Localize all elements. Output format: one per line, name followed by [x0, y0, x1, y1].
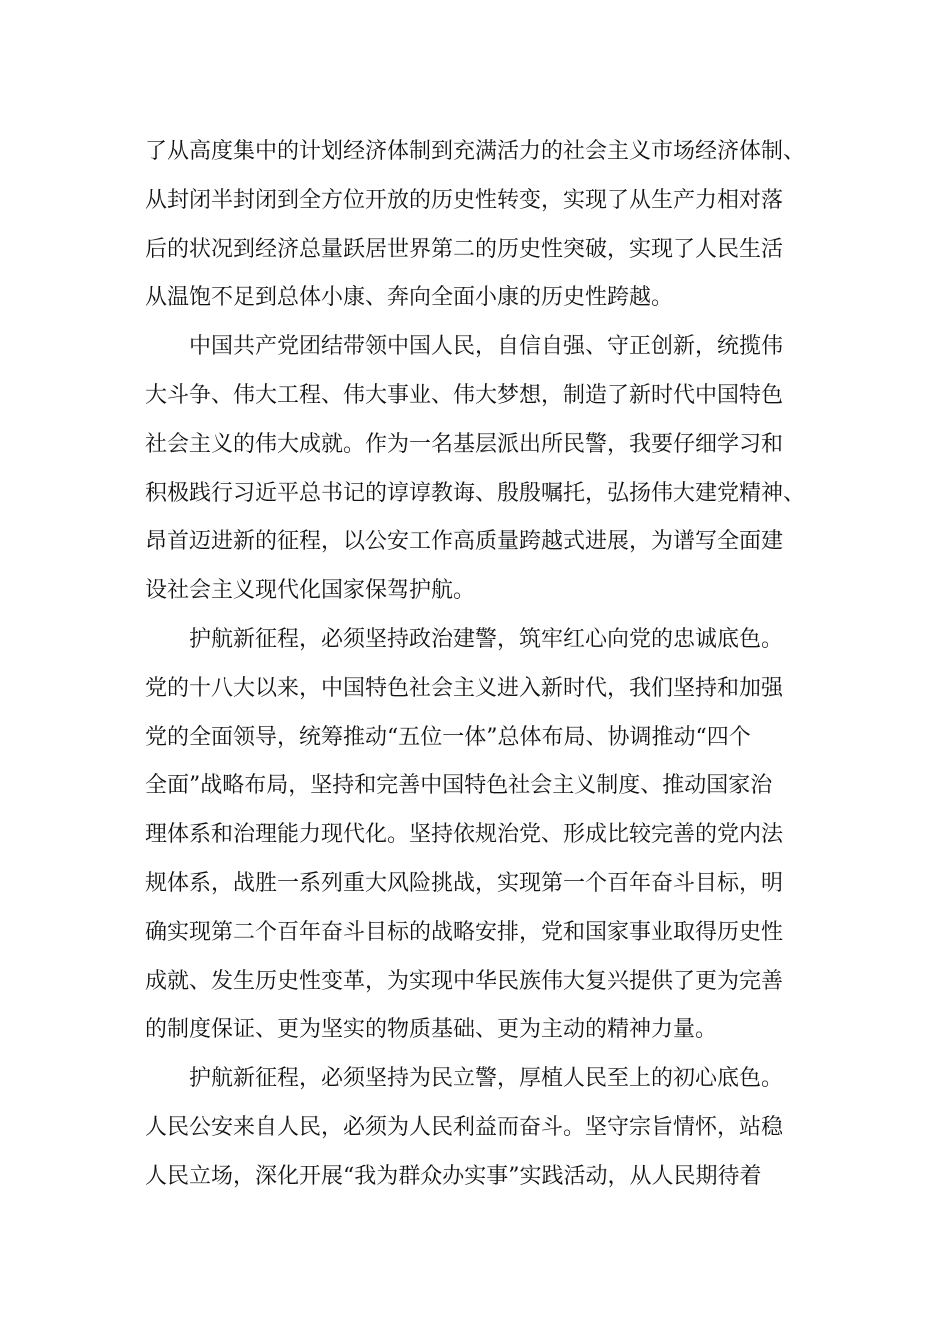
paragraph-4 [145, 1055, 825, 1201]
text-line: 了从高度集中的计划经济体制到充满活力的社会主义市场经济体制、 [145, 139, 806, 164]
text-line: 的制度保证、更为坚实的物质基础、更为主动的精神力量。 [145, 1017, 718, 1043]
text-line: 护航新征程，必须坚持为民立警，厚植人民至上的初心底色。 [189, 1066, 784, 1092]
text-line: 积极践行习近平总书记的谆谆教诲、殷殷嘱托，弘扬伟大建党精神、 [145, 480, 806, 506]
text-line: 成就、发生历史性变革，为实现中华民族伟大复兴提供了更为完善 [145, 968, 784, 994]
text-line: 党的十八大以来，中国特色社会主义进入新时代，我们坚持和加强 [145, 675, 784, 701]
text-line: 理体系和治理能力现代化。坚持依规治党、形成比较完善的党内法 [145, 822, 784, 848]
text-line: 大斗争、伟大工程、伟大事业、伟大梦想，制造了新时代中国特色 [145, 382, 784, 408]
document-body [145, 128, 825, 1202]
paragraph-1 [145, 128, 825, 323]
text-line: 从温饱不足到总体小康、奔向全面小康的历史性跨越。 [145, 285, 674, 311]
text-line: 中国共产党团结带领中国人民，自信自强、守正创新，统揽伟 [189, 334, 784, 360]
text-line: 人民公安来自人民，必须为人民利益而奋斗。坚守宗旨情怀，站稳 [145, 1114, 784, 1140]
text-line: 规体系，战胜一系列重大风险挑战，实现第一个百年奋斗目标，明 [145, 870, 784, 896]
text-line: 全面”战略布局，坚持和完善中国特色社会主义制度、推动国家治 [145, 773, 773, 799]
text-line: 确实现第二个百年奋斗目标的战略安排，党和国家事业取得历史性 [145, 919, 784, 945]
text-line: 人民立场，深化开展“我为群众办实事”实践活动，从人民期待着 [145, 1163, 762, 1189]
text-line: 护航新征程，必须坚持政治建警，筑牢红心向党的忠诚底色。 [189, 626, 784, 652]
text-line: 设社会主义现代化国家保驾护航。 [145, 578, 476, 604]
text-line: 昂首迈进新的征程，以公安工作高质量跨越式进展，为谱写全面建 [145, 529, 784, 555]
paragraph-2 [145, 323, 825, 616]
paragraph-3 [145, 616, 825, 1055]
text-line: 从封闭半封闭到全方位开放的历史性转变，实现了从生产力相对落 [145, 187, 784, 213]
text-line: 党的全面领导，统筹推动“五位一体”总体布局、协调推动“四个 [145, 724, 751, 750]
text-line: 后的状况到经济总量跃居世界第二的历史性突破，实现了人民生活 [145, 236, 784, 262]
text-line: 社会主义的伟大成就。作为一名基层派出所民警，我要仔细学习和 [145, 431, 784, 457]
